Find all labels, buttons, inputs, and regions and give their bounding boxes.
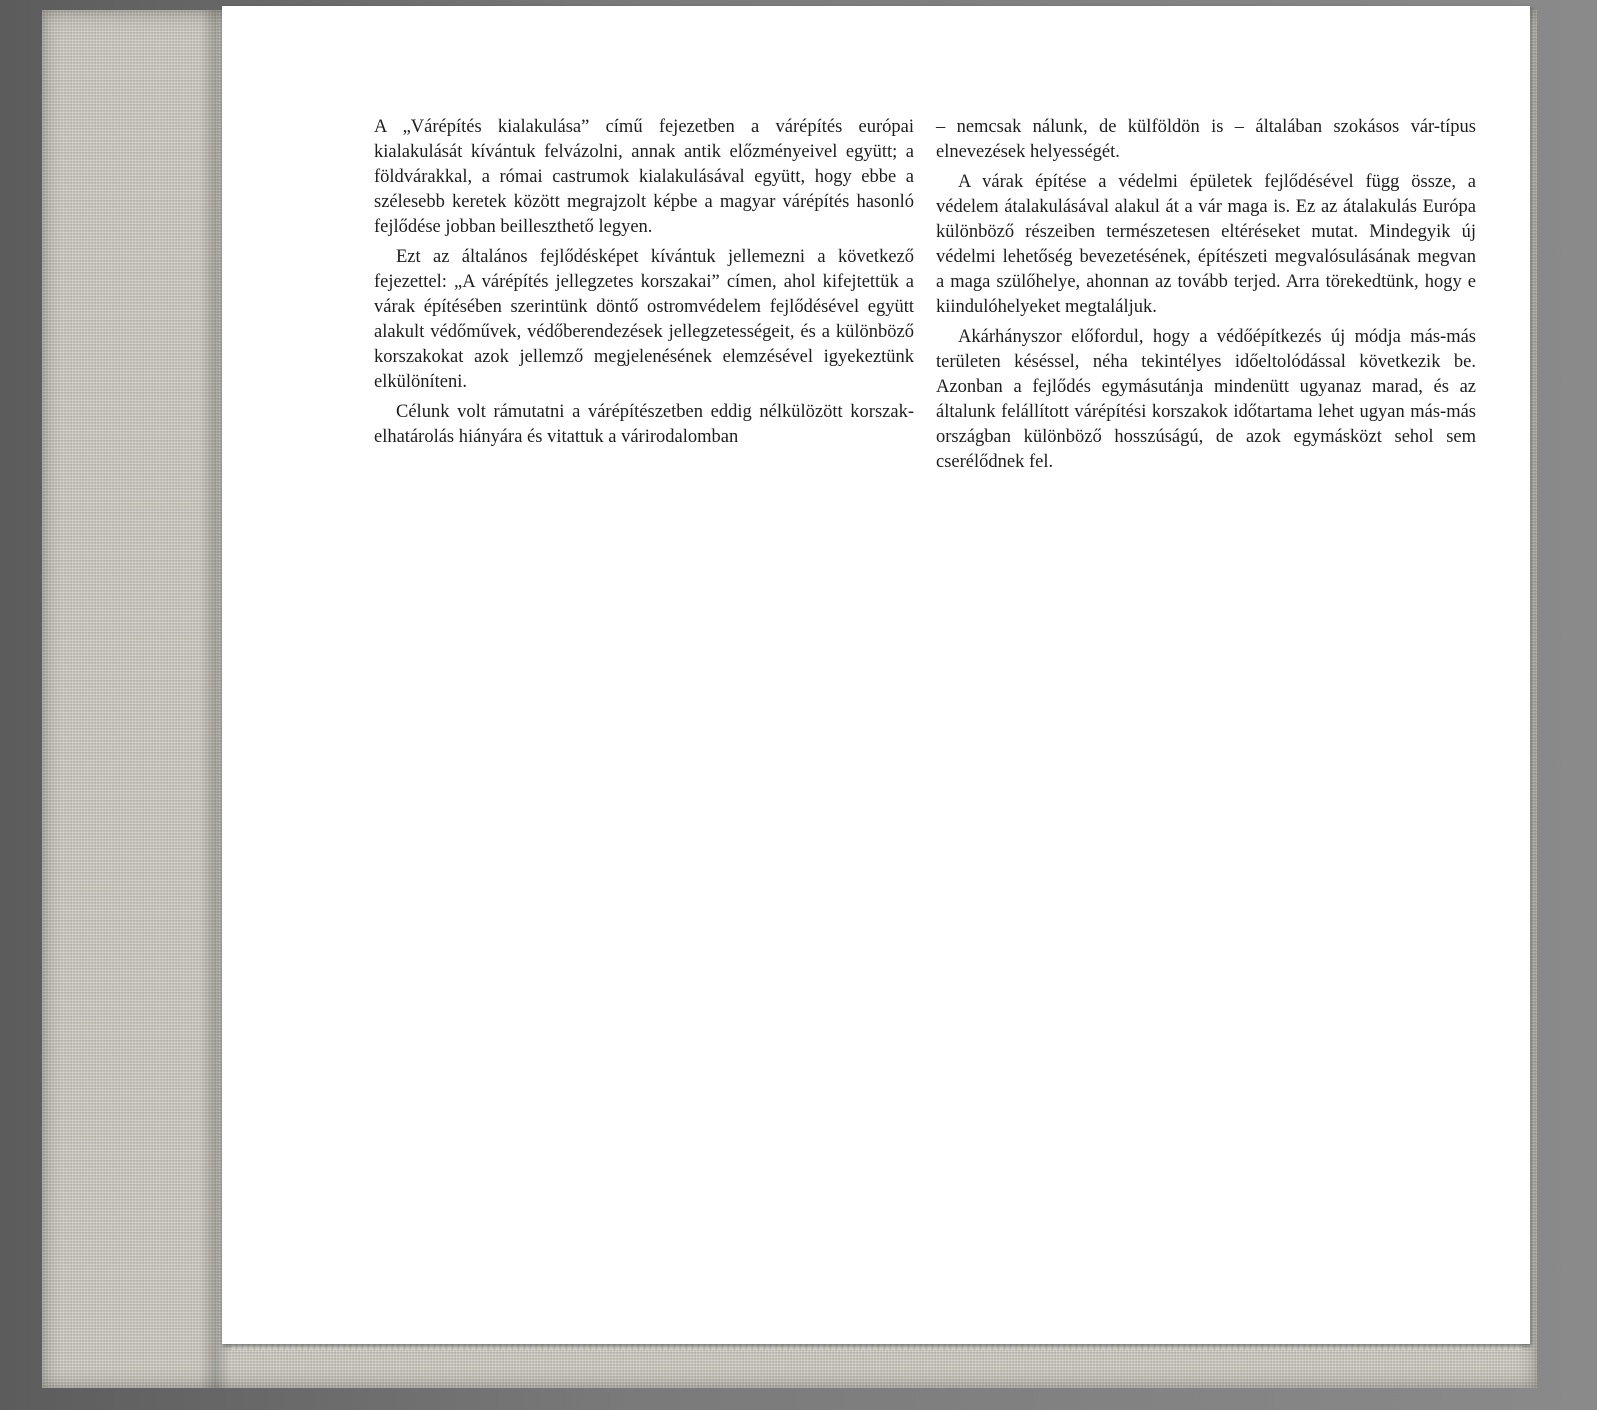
right-text-column xyxy=(936,115,1476,480)
paragraph-1: A „Várépítés kialakulása” című fejezetben a várépítés európai kialakulását kívántuk felvázolni, annak antik előzményeivel együtt; a földvárakkal, a római castrumok kialakulásával együtt, hogy ebbe a szélesebb keretek között megrajzolt képbe a magyar várépítés hasonló fejlődése jobban beilleszthető legyen. xyxy=(374,117,914,237)
paragraph-4: – nemcsak nálunk, de külföldön is – általában szokásos vár-típus elnevezések helyességét. xyxy=(936,117,1476,162)
paragraph-2: Ezt az általános fejlődésképet kívántuk jellemezni a következő fejezettel: „A várépítés jellegzetes korszakai” címen, ahol kifejtettük a várak építésében szerintünk döntő ostromvédelem fejlődésével együtt alakult védőművek, védőberendezések jellegzetességeit, és a különböző korszakokat azok jellemző megjelenésének elemzésével igyekeztünk elkülöníteni. xyxy=(374,247,914,392)
left-text-column xyxy=(374,115,914,455)
paragraph-3: Célunk volt rámutatni a várépítészetben eddig nélkülözött korszak-elhatárolás hiányára és vitattuk a várirodalomban xyxy=(374,402,914,447)
paragraph-5: A várak építése a védelmi épületek fejlődésével függ össze, a védelem átalakulásával alakul át a vár maga is. Ez az átalakulás Európa különböző részeiben természetesen eltéréseket mutat. Mindegyik új védelmi lehetőség bevezetésének, építészeti megvalósulásának megvan a maga szülőhelye, ahonnan az tovább terjed. Arra törekedtünk, hogy e kiindulóhelyeket megtaláljuk. xyxy=(936,172,1476,317)
paragraph-6: Akárhányszor előfordul, hogy a védőépítkezés új módja más-más területen késéssel, néha tekintélyes időeltolódással következik be. Azonban a fejlődés egymásutánja mindenütt ugyanaz marad, és az általunk felállított várépítési korszakok időtartama lehet ugyan más-más országban különböző hosszúságú, de azok egymásközt sehol sem cserélődnek fel. xyxy=(936,327,1476,472)
